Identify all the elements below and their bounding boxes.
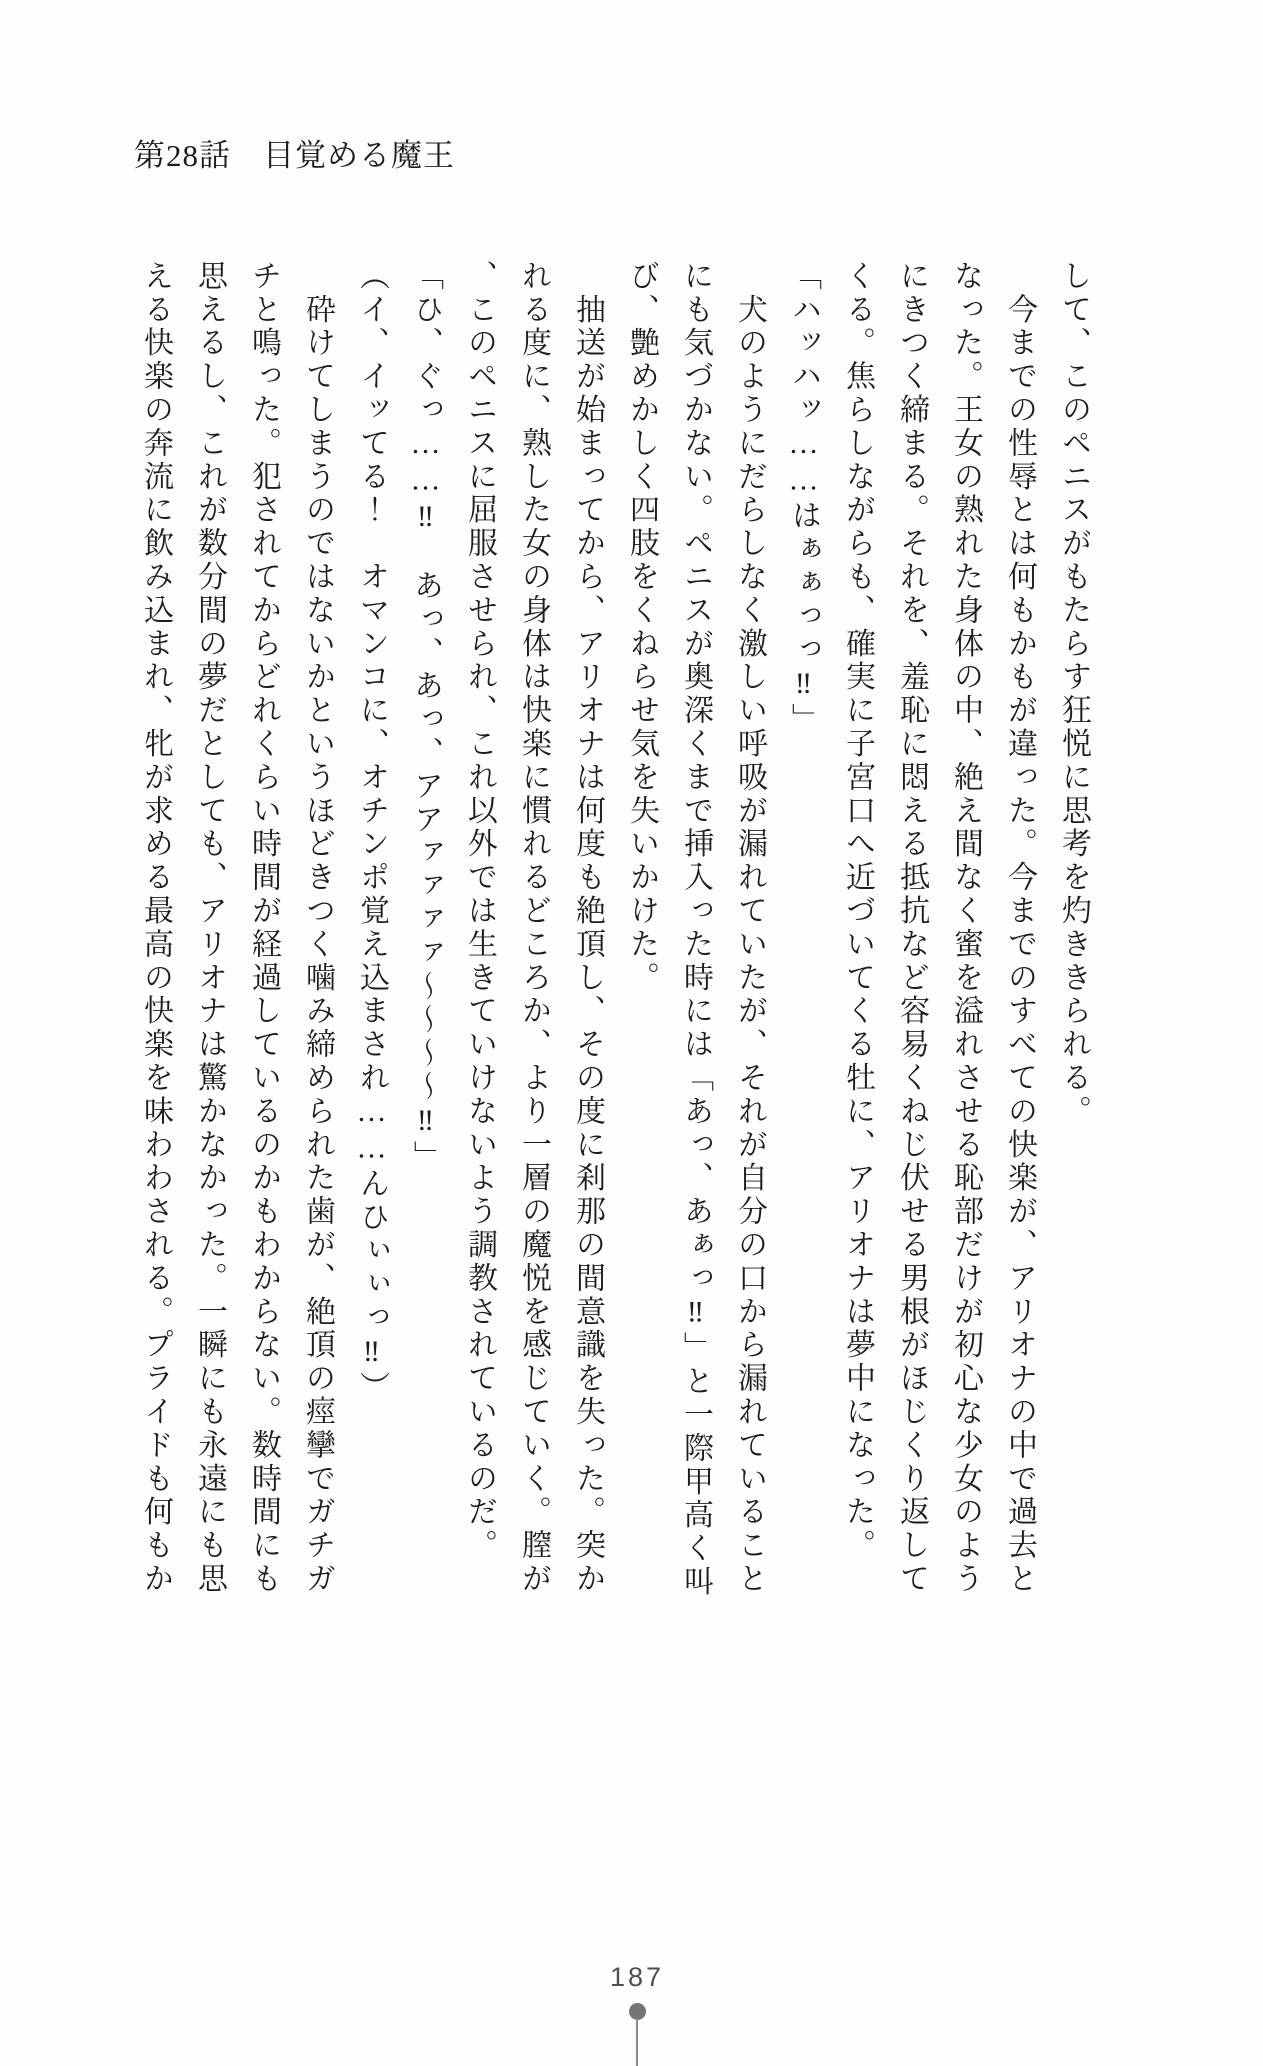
- footer-stem-line: [636, 2018, 638, 2066]
- main-text-block: [128, 260, 1100, 1604]
- paragraph-thought: （イ、イッてる！ オマンコに、オチンポ覚え込まされ……んひぃぃっ‼）: [355, 260, 388, 1405]
- paragraph: 砕けてしまうのではないかというほどきつく噛み締められた歯が、絶頂の痙攣でガチガチと鳴った。犯されてからどれくらい時間が経過しているのかもわからない。数時間にも思えるし、これが数分間の夢だとしても、アリオナは驚かなかった。一瞬にも永遠にも思える快楽の奔流に飲み込まれ、牝が求める最高の快楽を味わわされる。プライドも何もか: [139, 260, 334, 1597]
- paragraph: して、このペニスがもたらす狂悦に思考を灼ききられる。: [1057, 260, 1090, 1129]
- running-header: 第28話 目覚める魔王: [134, 138, 455, 173]
- paragraph: 抽送が始まってから、アリオナは何度も絶頂し、その度に刹那の間意識を失った。突かれる度に、熟した女の身体は快楽に慣れるどころか、より一層の魔悦を感じていく。膣が、このペニスに屈服させられ、これ以外では生きていけないよう調教されているのだ。: [463, 260, 604, 1596]
- paragraph: 犬のようにだらしなく激しい呼吸が漏れていたが、それが自分の口から漏れていることにも気づかない。ペニスが奥深くまで挿入った時には「あっ、あぁっ‼」と一際甲高く叫び、艶めかしく四肢をくねらせ気を失いかけた。: [625, 260, 766, 1599]
- paragraph-dialogue: 「ひ、ぐっ……‼ あっ、あっ、アアァァァァ～～～～‼」: [409, 260, 442, 1174]
- page-number: 187: [609, 1962, 665, 1992]
- paragraph-dialogue: 「ハッハッ……はぁぁっっ‼」: [787, 260, 820, 737]
- paragraph: 今までの性辱とは何もかもが違った。今までのすべての快楽が、アリオナの中で過去となった。王女の熟れた身体の中、絶え間なく蜜を溢れさせる恥部だけが初心な少女のようにきつく締まる。それを、羞恥に悶える抵抗など容易くねじ伏せる男根がほじくり返してくる。焦らしながらも、確実に子宮口へ近づいてくる牡に、アリオナは夢中になった。: [841, 260, 1036, 1596]
